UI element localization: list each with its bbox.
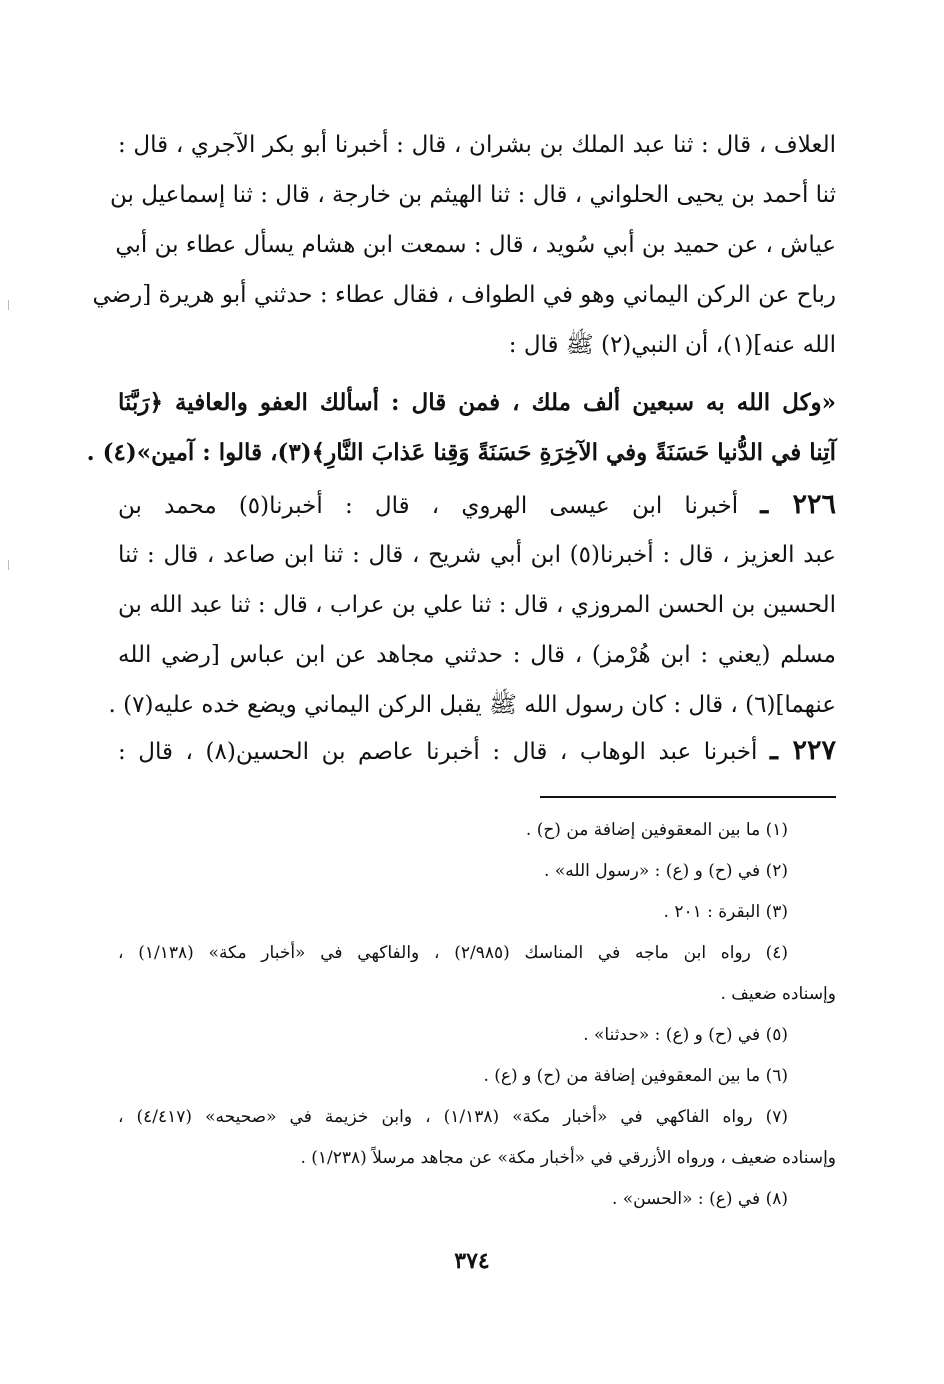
paragraph-hadith-text bbox=[86, 378, 836, 478]
text-line: ثنا أحمد بن يحيى الحلواني ، قال : ثنا الهيثم بن خارجة ، قال : ثنا إسماعيل بن bbox=[110, 182, 836, 208]
text-line: الله عنه](١)، أن النبي(٢) ﷺ قال : bbox=[508, 332, 836, 358]
text-line: عياش ، عن حميد بن أبي سُويد ، قال : سمعت ابن هشام يسأل عطاء بن أبي bbox=[115, 232, 836, 258]
footnote-continuation: وإسناده ضعيف . bbox=[720, 984, 836, 1004]
text-line-content: أخبرنا عبد الوهاب ، قال : أخبرنا عاصم بن الحسين(٨) ، قال : bbox=[118, 739, 758, 765]
footnote-separator bbox=[540, 796, 836, 798]
text-line-content: أخبرنا ابن عيسى الهروي ، قال : أخبرنا(٥) محمد بن bbox=[118, 493, 739, 519]
text-line bbox=[118, 726, 836, 776]
scan-mark bbox=[8, 560, 9, 570]
footnote: (٧) رواه الفاكهي في «أخبار مكة» (١/١٣٨) ، وابن خزيمة في «صحيحه» (٤/٤١٧) ، bbox=[118, 1107, 788, 1127]
text-line bbox=[118, 480, 836, 530]
hadith-number: ٢٢٧ ـ bbox=[769, 735, 837, 766]
page-number: ٣٧٤ bbox=[454, 1248, 490, 1274]
footnote: (١) ما بين المعقوفين إضافة من (ح) . bbox=[525, 820, 788, 840]
footnote: (٦) ما بين المعقوفين إضافة من (ح) و (ع) . bbox=[483, 1066, 788, 1086]
footnote: (٤) رواه ابن ماجه في المناسك (٢/٩٨٥) ، والفاكهي في «أخبار مكة» (١/١٣٨) ، bbox=[118, 943, 789, 963]
scan-mark bbox=[8, 300, 9, 310]
text-line: «وكل الله به سبعين ألف ملك ، فمن قال : أسألك العفو والعافية ﴿رَبَّنَا bbox=[118, 389, 836, 416]
text-line: عنهما](٦) ، قال : كان رسول الله ﷺ يقبل الركن اليماني ويضع خده عليه(٧) . bbox=[108, 692, 836, 718]
text-line: رباح عن الركن اليماني وهو في الطواف ، فقال عطاء : حدثني أبو هريرة [رضي bbox=[92, 282, 836, 308]
text-line: آتِنا في الدُّنيا حَسَنَةً وفي الآخِرَةِ حَسَنَةً وَقِنا عَذابَ النَّارِ﴾(٣)، قالوا : آمين»(٤) . bbox=[86, 439, 836, 466]
text-line: عبد العزيز ، قال : أخبرنا(٥) ابن أبي شريح ، قال : ثنا ابن صاعد ، قال : ثنا bbox=[118, 542, 837, 568]
footnote: (٣) البقرة : ٢٠١ . bbox=[663, 902, 788, 922]
footnotes bbox=[118, 810, 836, 1220]
footnote: (٨) في (ع) : «الحسن» . bbox=[611, 1189, 788, 1209]
paragraph-isnad bbox=[92, 120, 836, 370]
footnote-continuation: وإسناده ضعيف ، ورواه الأزرقي في «أخبار مكة» عن مجاهد مرسلاً (١/٢٣٨) . bbox=[300, 1148, 836, 1168]
paragraph-227 bbox=[118, 726, 836, 776]
text-line: العلاف ، قال : ثنا عبد الملك بن بشران ، قال : أخبرنا أبو بكر الآجري ، قال : bbox=[118, 132, 836, 158]
text-line: الحسين بن الحسن المروزي ، قال : ثنا علي بن عراب ، قال : ثنا عبد الله بن bbox=[118, 592, 836, 618]
footnote: (٢) في (ح) و (ع) : «رسول الله» . bbox=[544, 861, 788, 881]
paragraph-226 bbox=[108, 480, 837, 730]
text-line: مسلم (يعني : ابن هُرْمز) ، قال : حدثني مجاهد عن ابن عباس [رضي الله bbox=[118, 642, 836, 668]
hadith-number: ٢٢٦ ـ bbox=[760, 489, 837, 520]
footnote: (٥) في (ح) و (ع) : «حدثنا» . bbox=[583, 1025, 788, 1045]
